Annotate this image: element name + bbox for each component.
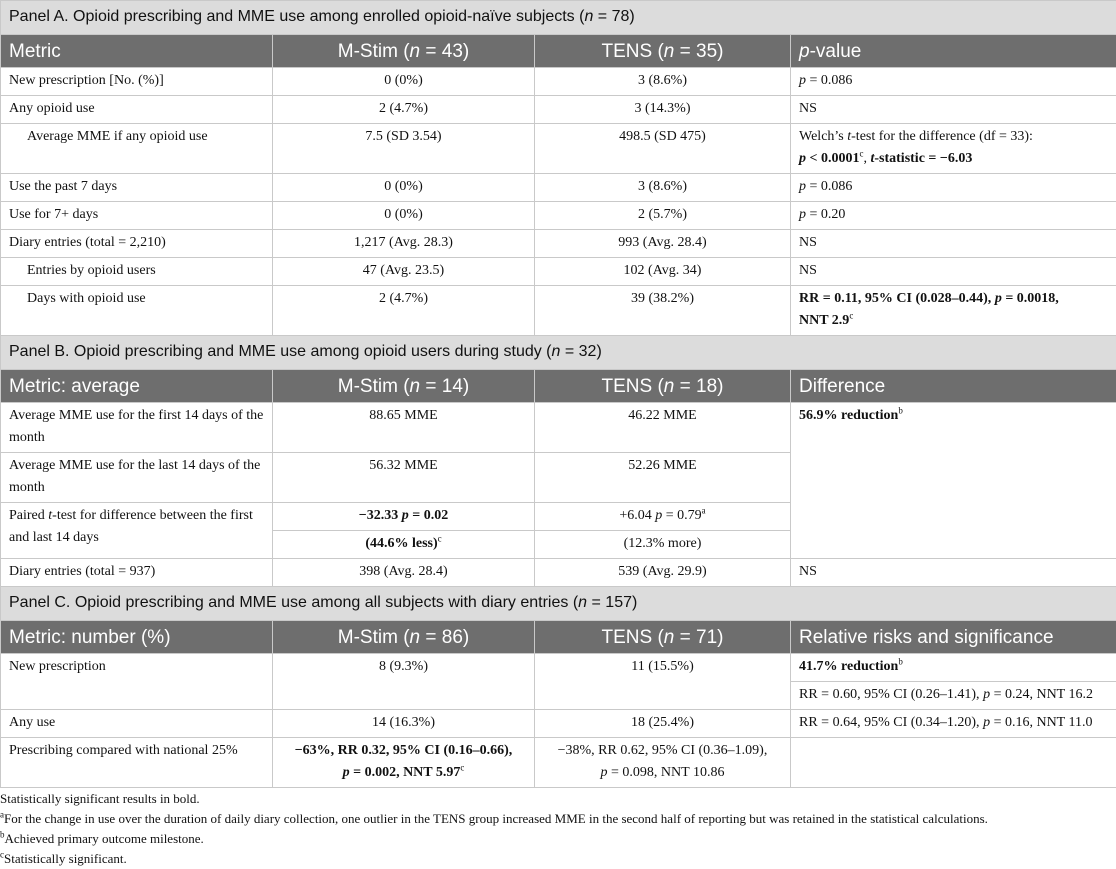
header-metric: Metric (1, 35, 273, 68)
mstim-cell: 47 (Avg. 23.5) (273, 258, 535, 286)
mstim-cell: 14 (16.3%) (273, 710, 535, 738)
pvalue-cell: p = 0.086 (791, 68, 1116, 96)
mstim-cell: 56.32 MME (273, 453, 535, 503)
pvalue-cell: p = 0.20 (791, 202, 1116, 230)
header-tens: TENS (n = 35) (535, 35, 791, 68)
difference-cell: 56.9% reduction$^b$ (791, 403, 1116, 559)
header-metric: Metric: average (1, 370, 273, 403)
table-row (1, 258, 1116, 286)
footnote-b: $^b$Achieved primary outcome milestone. (0, 829, 204, 846)
panel-b-header-row (1, 370, 1116, 403)
pvalue-cell: NS (791, 258, 1116, 286)
mstim-cell: (44.6% less)$^c$ (273, 531, 535, 559)
header-metric: Metric: number (%) (1, 621, 273, 654)
tens-cell: 3 (14.3%) (535, 96, 791, 124)
table-row (1, 230, 1116, 258)
table-row (1, 174, 1116, 202)
mstim-cell: 2 (4.7%) (273, 286, 535, 336)
table-row (1, 403, 1116, 453)
footnote-bold: Statistically significant results in bold. (0, 791, 200, 806)
metric-cell: Diary entries (total = 2,210) (1, 230, 273, 258)
tens-cell: 102 (Avg. 34) (535, 258, 791, 286)
mstim-cell: 398 (Avg. 28.4) (273, 559, 535, 587)
metric-cell: New prescription (1, 654, 273, 710)
header-mstim: M-Stim (n = 14) (273, 370, 535, 403)
panel-a-title-row (1, 1, 1116, 35)
mstim-cell: 2 (4.7%) (273, 96, 535, 124)
mstim-cell: −63%, RR 0.32, 95% CI (0.16–0.66), p = 0.002, NNT 5.97$^c$ (273, 738, 535, 788)
tens-cell: 46.22 MME (535, 403, 791, 453)
panel-c-header-row (1, 621, 1116, 654)
header-relative-risks: Relative risks and significance (791, 621, 1116, 654)
panel-a-header-row (1, 35, 1116, 68)
tens-cell: 498.5 (SD 475) (535, 124, 791, 174)
mstim-cell: 0 (0%) (273, 202, 535, 230)
table-row (1, 124, 1116, 174)
tens-cell: 39 (38.2%) (535, 286, 791, 336)
tens-cell: −38%, RR 0.62, 95% CI (0.36–1.09), p = 0.098, NNT 10.86 (535, 738, 791, 788)
footnote-a: $^a$For the change in use over the duration of daily diary collection, one outlier in the TENS group increased MME in the second half of reporting but was retained in the statistical calculations. (0, 809, 988, 826)
pvalue-cell: NS (791, 230, 1116, 258)
panel-b-title: Panel B. Opioid prescribing and MME use among opioid users during study (n = 32) (1, 336, 1116, 370)
panel-c-title-row (1, 587, 1116, 621)
tens-cell: 539 (Avg. 29.9) (535, 559, 791, 587)
table-footnotes (0, 789, 1116, 869)
pvalue-cell: NS (791, 96, 1116, 124)
table-row (1, 202, 1116, 230)
header-mstim: M-Stim (n = 43) (273, 35, 535, 68)
metric-cell: Average MME if any opioid use (1, 124, 273, 174)
pvalue-cell: Welch’s t-test for the difference (df = 33): p < 0.0001$^c$, t-statistic = −6.03 (791, 124, 1116, 174)
metric-cell: Any use (1, 710, 273, 738)
footnote-c: $^c$Statistically significant. (0, 849, 127, 866)
mstim-cell: 88.65 MME (273, 403, 535, 453)
tens-cell: 3 (8.6%) (535, 174, 791, 202)
table-row (1, 286, 1116, 336)
tens-cell: 993 (Avg. 28.4) (535, 230, 791, 258)
table-row (1, 654, 1116, 682)
metric-cell: Average MME use for the last 14 days of the month (1, 453, 273, 503)
pvalue-cell: RR = 0.11, 95% CI (0.028–0.44), p = 0.0018, NNT 2.9$^c$ (791, 286, 1116, 336)
metric-cell: Any opioid use (1, 96, 273, 124)
header-tens: TENS (n = 71) (535, 621, 791, 654)
table-row (1, 96, 1116, 124)
tens-cell: (12.3% more) (535, 531, 791, 559)
relative-risk-cell: 41.7% reduction$^b$ (791, 654, 1116, 682)
metric-cell: Use the past 7 days (1, 174, 273, 202)
mstim-cell: 0 (0%) (273, 174, 535, 202)
metric-cell: Days with opioid use (1, 286, 273, 336)
header-mstim: M-Stim (n = 86) (273, 621, 535, 654)
relative-risk-cell: RR = 0.60, 95% CI (0.26–1.41), p = 0.24, NNT 16.2 (791, 682, 1116, 710)
table-row (1, 710, 1116, 738)
metric-cell: Paired t-test for difference between the first and last 14 days (1, 503, 273, 559)
relative-risk-cell (791, 738, 1116, 788)
mstim-cell: 8 (9.3%) (273, 654, 535, 710)
tens-cell: 18 (25.4%) (535, 710, 791, 738)
difference-cell: NS (791, 559, 1116, 587)
metric-cell: Average MME use for the first 14 days of the month (1, 403, 273, 453)
mstim-cell: 0 (0%) (273, 68, 535, 96)
table-row (1, 68, 1116, 96)
metric-cell: New prescription [No. (%)] (1, 68, 273, 96)
relative-risk-cell: RR = 0.64, 95% CI (0.34–1.20), p = 0.16, NNT 11.0 (791, 710, 1116, 738)
metric-cell: Use for 7+ days (1, 202, 273, 230)
tens-cell: 52.26 MME (535, 453, 791, 503)
header-pvalue: p-value (791, 35, 1116, 68)
header-difference: Difference (791, 370, 1116, 403)
panel-c-title: Panel C. Opioid prescribing and MME use among all subjects with diary entries (n = 157) (1, 587, 1116, 621)
mstim-cell: 1,217 (Avg. 28.3) (273, 230, 535, 258)
panel-b-title-row (1, 336, 1116, 370)
pvalue-cell: p = 0.086 (791, 174, 1116, 202)
mstim-cell: 7.5 (SD 3.54) (273, 124, 535, 174)
table-row (1, 559, 1116, 587)
mstim-cell: −32.33 p = 0.02 (273, 503, 535, 531)
tens-cell: +6.04 p = 0.79$^a$ (535, 503, 791, 531)
metric-cell: Entries by opioid users (1, 258, 273, 286)
tens-cell: 2 (5.7%) (535, 202, 791, 230)
tens-cell: 3 (8.6%) (535, 68, 791, 96)
metric-cell: Prescribing compared with national 25% (1, 738, 273, 788)
header-tens: TENS (n = 18) (535, 370, 791, 403)
tens-cell: 11 (15.5%) (535, 654, 791, 710)
panel-a-title: Panel A. Opioid prescribing and MME use among enrolled opioid-naïve subjects (n = 78) (1, 1, 1116, 35)
table-row (1, 738, 1116, 788)
metric-cell: Diary entries (total = 937) (1, 559, 273, 587)
